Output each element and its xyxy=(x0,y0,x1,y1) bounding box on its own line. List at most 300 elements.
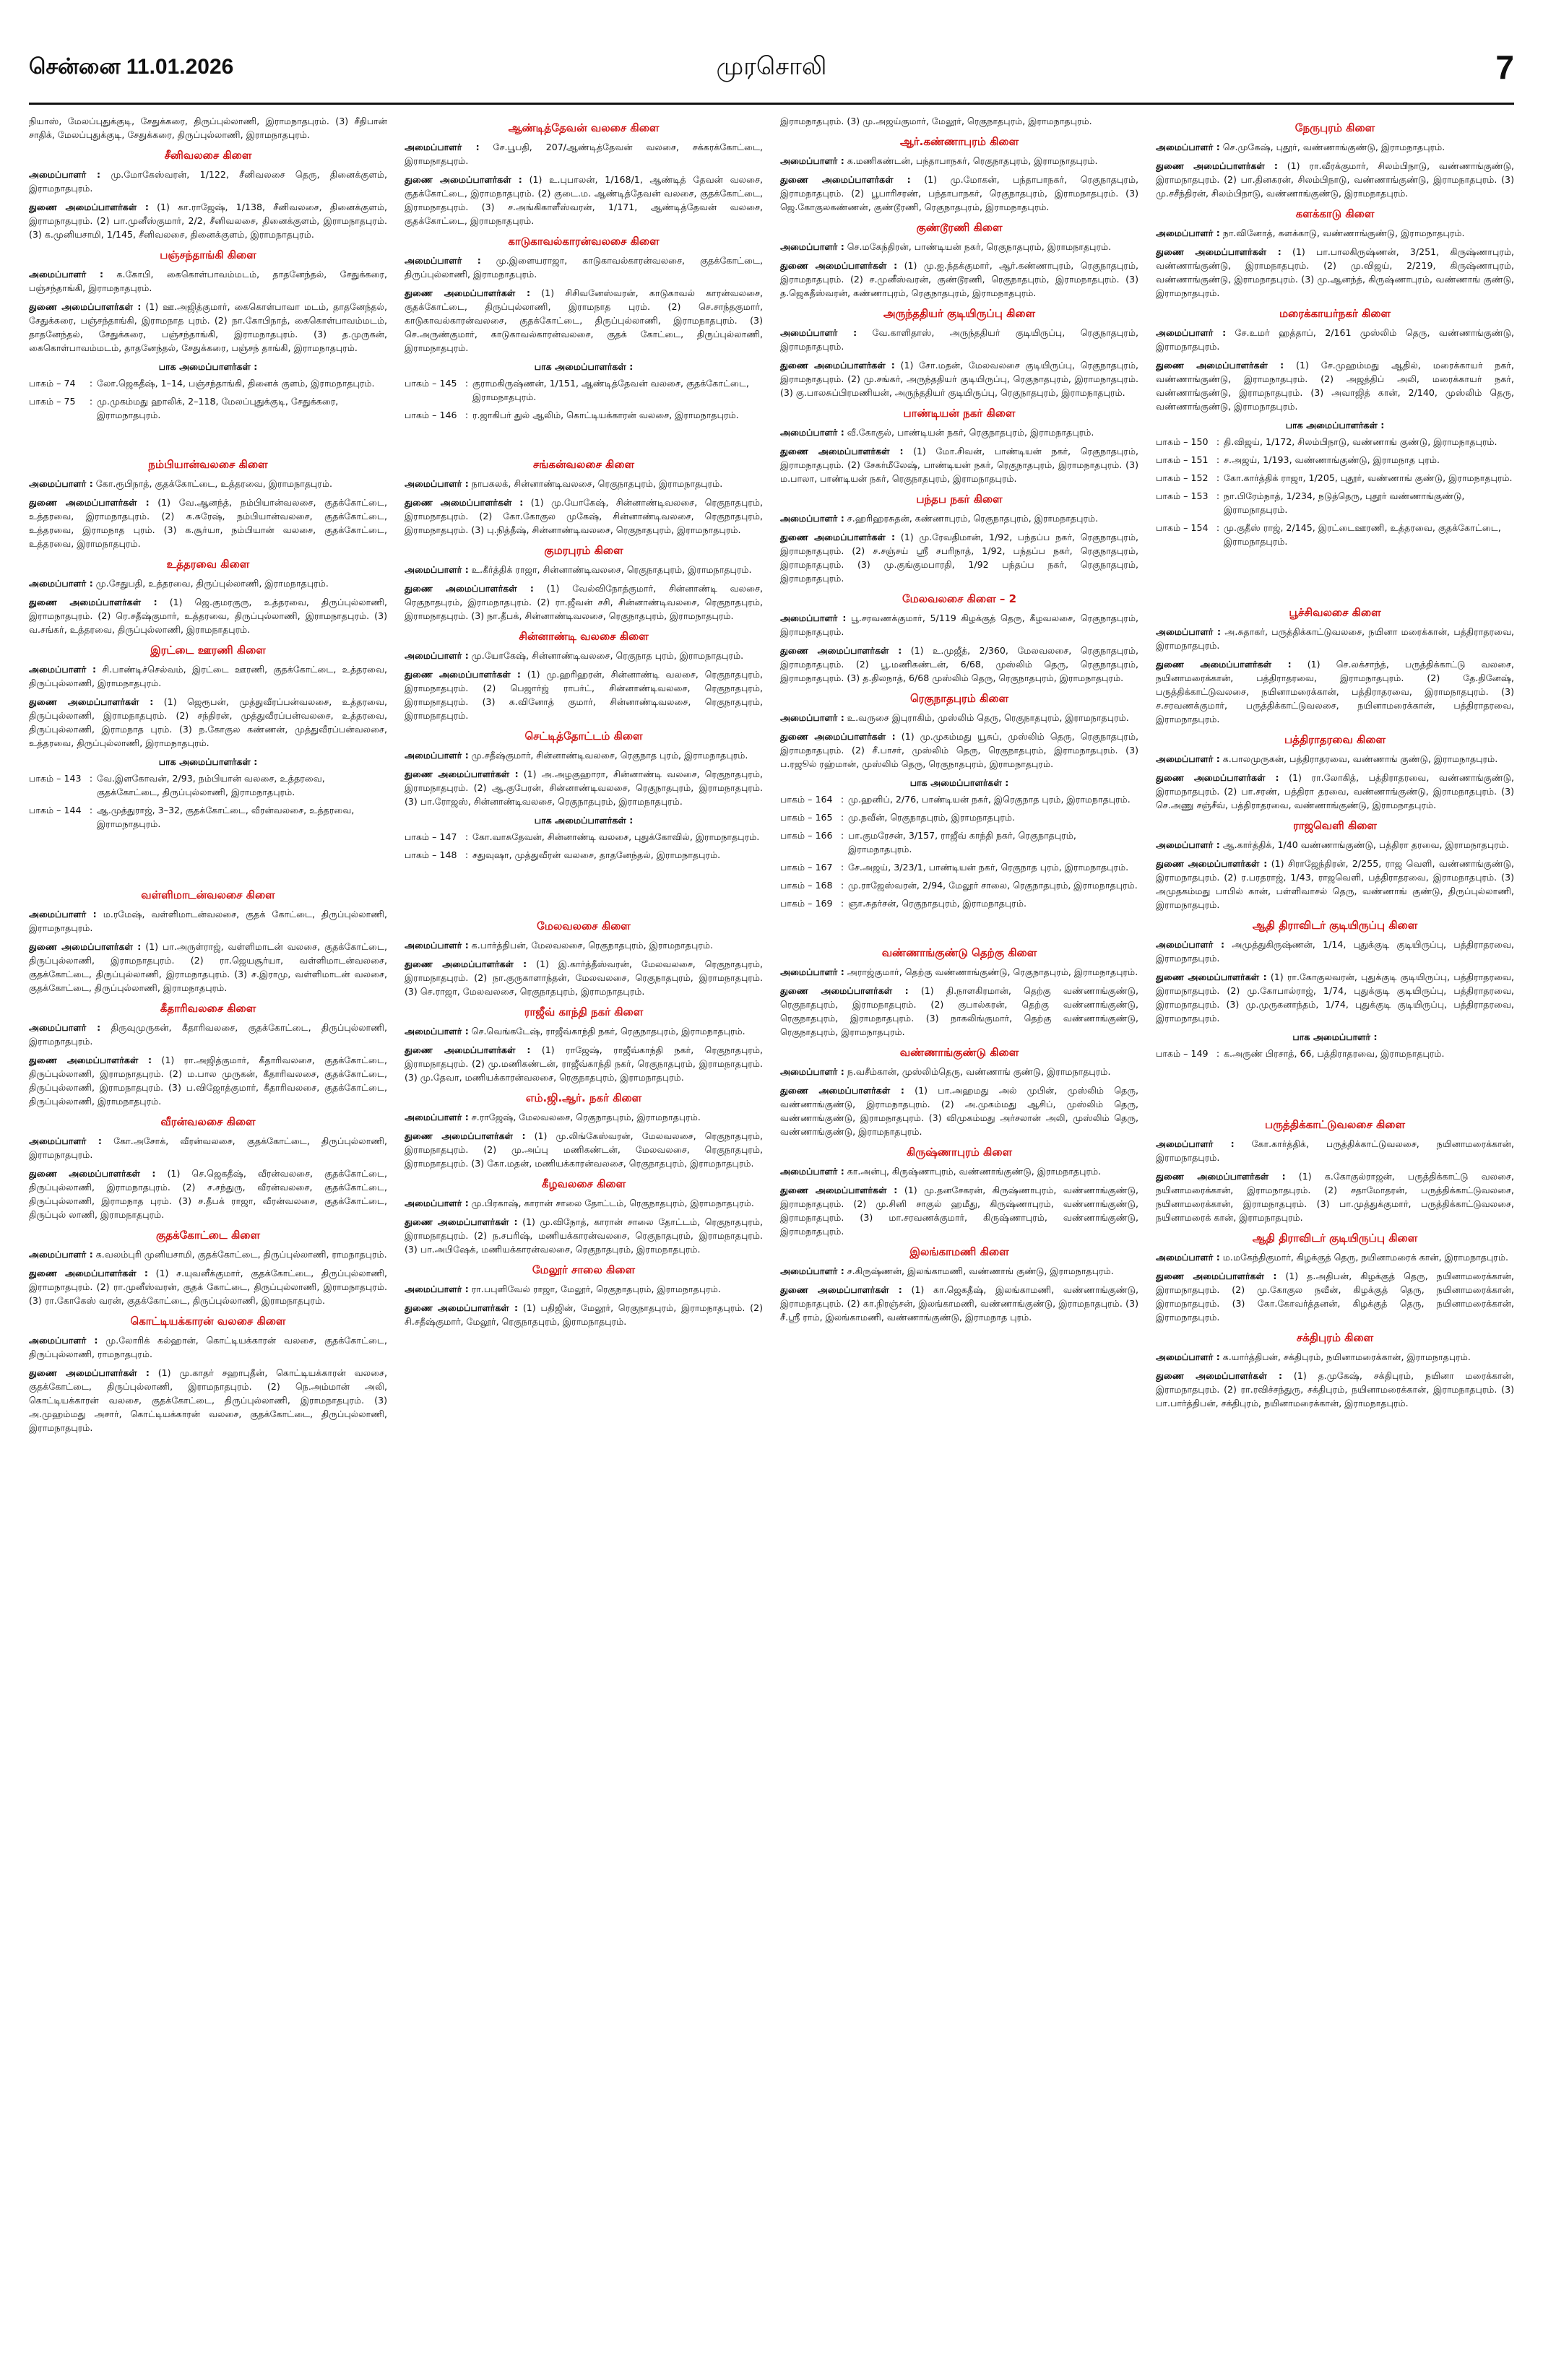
column-1 xyxy=(29,114,387,2360)
entry-paragraph xyxy=(29,168,387,195)
entry-label: துணை அமைப்பாளர்கள் : xyxy=(780,645,902,656)
booth-separator: : xyxy=(840,880,844,891)
booth-separator: : xyxy=(1216,490,1220,501)
entry-paragraph xyxy=(780,240,1138,254)
booth-number: பாகம் – 168 xyxy=(780,880,833,891)
section-subheading: பாக அமைப்பாளர்கள் : xyxy=(534,361,634,372)
masthead-date: சென்னை 11.01.2026 xyxy=(29,55,234,79)
branch-heading: பந்தப நகர் கிளை xyxy=(916,493,1003,506)
entry-paragraph xyxy=(1156,326,1514,353)
entry-paragraph xyxy=(405,748,763,762)
entry-paragraph xyxy=(405,957,763,998)
entry-paragraph xyxy=(405,938,763,952)
entry-text: நா.வினோத், களக்காடு, வண்ணாங்குண்டு, இராமநாதபுரம். xyxy=(1219,228,1465,238)
booth-member: லோ.ஜெகதீஷ், 1–14, பஞ்சந்தாங்கி, தினைக் குளம், இராமநாதபுரம். xyxy=(97,378,375,389)
entry-text: (1) பா.அஹமது அல் முபின், முஸ்லிம் தெரு, வண்ணாங்குண்டு, இராமநாதபுரம். (2) அ.முகம்மது ஆசிப், முஸ்லிம் தெரு, வண்ணாங்குண்டு, இராமநாதபுரம். (3) விமுகம்மது அர்சலான் அலி, முஸ்லிம் தெரு, வண்ணாங்குண்டு, இராமநாதபுரம். xyxy=(780,1085,1138,1137)
entry-paragraph xyxy=(405,477,763,490)
column-4 xyxy=(1156,114,1514,2360)
branch-heading: ஆண்டித்தேவன் வலசை கிளை xyxy=(508,121,660,134)
section-subheading: பாக அமைப்பாளர் : xyxy=(1292,1031,1378,1042)
entry-text: வீ.கோகுல், பாண்டியன் நகர், ரெகுநாதபுரம், இராமநாதபுரம். xyxy=(844,427,1094,438)
booth-number: பாகம் – 147 xyxy=(405,831,457,842)
entry-paragraph xyxy=(29,1247,387,1261)
branch-heading: உத்தரவை கிளை xyxy=(166,558,250,571)
booth-row xyxy=(1156,1047,1514,1060)
booth-separator: : xyxy=(464,378,469,389)
entry-text: மு.யோகேஷ், சின்னாண்டிவலசை, ரெகுநாத புரம், இராமநாதபுரம். xyxy=(468,650,744,661)
branch-heading: குண்டூரணி கிளை xyxy=(916,221,1003,234)
entry-label: அமைப்பாளர் : xyxy=(405,650,469,661)
entry-text: ச.ராஜேஷ், மேலவலசை, ரெகுநாதபுரம், இராமநாதபுரம். xyxy=(468,1112,701,1122)
entry-label: அமைப்பாளர் : xyxy=(1156,753,1220,764)
booth-row xyxy=(780,860,1138,874)
booth-number: பாகம் – 74 xyxy=(29,378,76,389)
entry-paragraph xyxy=(780,711,1138,724)
booth-number: பாகம் – 143 xyxy=(29,773,82,784)
booth-row xyxy=(1156,489,1514,516)
booth-member: சதுவுஷா, முத்துவீரன் வலசை, தாதனேந்தல், இராமநாதபுரம். xyxy=(472,849,721,860)
entry-paragraph xyxy=(29,695,387,750)
entry-paragraph xyxy=(1156,1269,1514,1324)
entry-label: துணை அமைப்பாளர்கள் : xyxy=(1156,246,1281,257)
entry-paragraph xyxy=(780,444,1138,485)
booth-number: பாகம் – 167 xyxy=(780,862,833,873)
spacer xyxy=(1156,1065,1514,1111)
branch-heading: குமரபுரம் கிளை xyxy=(544,544,623,557)
entry-paragraph xyxy=(780,1164,1138,1178)
entry-label: அமைப்பாளர் : xyxy=(405,564,469,575)
entry-label: துணை அமைப்பாளர்கள் : xyxy=(405,669,521,680)
entry-text: அ.சுதாகர், பருத்திக்காட்டுவலசை, நயினா மரைக்கான், பத்திராதரவை, இராமநாதபுரம். xyxy=(1156,626,1514,651)
booth-separator: : xyxy=(840,794,844,805)
entry-paragraph xyxy=(780,326,1138,353)
booth-separator: : xyxy=(1216,522,1220,533)
entry-paragraph xyxy=(1156,226,1514,240)
branch-heading: ஆதி திராவிடர் குடியிருப்பு கிளை xyxy=(1252,919,1418,932)
entry-text: செ.வெங்கடேஷ், ராஜீவ்காந்தி நகர், ரெகுநாதபுரம், இராமநாதபுரம். xyxy=(468,1026,745,1037)
booth-separator: : xyxy=(840,862,844,873)
entry-label: அமைப்பாளர் : xyxy=(780,427,844,438)
entry-paragraph xyxy=(1156,838,1514,852)
entry-label: துணை அமைப்பாளர்கள் : xyxy=(29,1055,152,1065)
entry-text: (1) மு.யோகேஷ், சின்னாண்டிவலசை, ரெகுநாதபுரம், இராமநாதபுரம். (2) கோ.கோகுல முகேஷ், சின்னாண்டிவலசை, ரெகுநாதபுரம், இராமநாதபுரம். (3) பு.நித்தீஷ், சின்னாண்டிவலசை, ரெகுநாதபுரம், இராமநாதபுரம். xyxy=(405,497,763,535)
entry-paragraph xyxy=(405,1282,763,1296)
entry-text: (1) த.முகேஷ், சக்திபுரம், நயினா மரைக்கான், இராமநாதபுரம். (2) ரா.ரவிச்சந்துரு, சக்திபுரம், நயினாமரைக்கான், இராமநாதபுரம். (3) பா.பார்த்திபன், சக்திபுரம், நயினாமரைக்கான், இராமநாதபுரம். xyxy=(1156,1370,1514,1408)
booth-number: பாகம் – 148 xyxy=(405,849,457,860)
column-3 xyxy=(780,114,1138,2360)
branch-heading: எம்.ஜி.ஆர். நகர் கிளை xyxy=(525,1091,642,1104)
entry-label: துணை அமைப்பாளர்கள் : xyxy=(1156,659,1292,670)
entry-text: (1) மு.ஐ.ந்தக்குமார், ஆர்.கண்ணாபுரம், ரெகுநாதபுரம், இராமநாதபுரம். (2) ச.முனீஸ்வரன், குண்டூரணி, ரெகுநாதபுரம், இராமநாதபுரம். (3) த.ஜெகதீஸ்வரன், கண்ணாபுரம், ரெகுநாதபுரம், இராமநாதபுரம். xyxy=(780,260,1138,298)
entry-paragraph xyxy=(29,200,387,241)
entry-paragraph xyxy=(780,530,1138,585)
entry-label: துணை அமைப்பாளர்கள் : xyxy=(1156,1271,1277,1281)
masthead xyxy=(29,48,1514,97)
booth-number: பாகம் – 145 xyxy=(405,378,457,389)
branch-heading: பாண்டியன் நகர் கிளை xyxy=(903,407,1016,420)
section-subheading: பாக அமைப்பாளர்கள் : xyxy=(158,361,258,372)
booth-row xyxy=(780,792,1138,806)
entry-paragraph xyxy=(29,1366,387,1435)
entry-text: மு.இளையராஜா, காடுகாவல்காரன்வலசை, குதக்கோட்டை, திருப்புல்லாணி, இராமநாதபுரம். xyxy=(405,255,763,280)
entry-text: அமுத்துகிருஷ்ணன், 1/14, புதுக்குடி குடியிருப்பு, பத்திராதரவை, இராமநாதபுரம். xyxy=(1156,939,1514,964)
entry-paragraph xyxy=(29,576,387,590)
entry-paragraph xyxy=(29,1134,387,1161)
entry-text: ம.ரமேஷ், வள்ளிமாடன்வலசை, குதக் கோட்டை, திருப்புல்லாணி, இராமநாதபுரம். xyxy=(29,909,387,933)
branch-heading: ரெகுநாதபுரம் கிளை xyxy=(909,692,1009,705)
entry-text: ரா.பபுளிவேல் ராஜா, மேலூர், ரெகுநாதபுரம், இராமநாதபுரம். xyxy=(468,1284,721,1294)
entry-text: (1) மு.ஹரிஹரன், சின்னாண்டி வலசை, ரெகுநாதபுரம், இராமநாதபுரம். (2) பெஜார்ஜ் ராபர்ட், சின்னாண்டிவலசை, ரெகுநாதபுரம், இராமநாதபுரம். (3) க.வினோத் குமார், சின்னாண்டிவலசை, ரெகுநாதபுரம், இராமநாதபுரம். xyxy=(405,669,763,721)
entry-label: அமைப்பாளர் : xyxy=(405,750,469,761)
entry-paragraph xyxy=(1156,140,1514,154)
entry-text: (1) த.அதிபன், கிழக்குத் தெரு, நயினாமரைக்கான், இராமநாதபுரம். (2) மு.கோகுல நவீன், கிழக்குத் தெரு, நயினாமரைக்கான், இராமநாதபுரம். (3) கோ.கோவர்த்தனன், கிழக்குத் தெரு, நயினாமரைக்கான், இராமநாதபுரம். xyxy=(1156,1271,1514,1323)
branch-heading: மரைக்காயர்நகர் கிளை xyxy=(1279,307,1391,320)
entry-paragraph xyxy=(780,511,1138,525)
booth-row xyxy=(780,878,1138,892)
entry-text: உ.வருசை இபுராகிம், முஸ்லிம் தெரு, ரெகுநாதபுரம், இராமநாதபுரம். xyxy=(844,712,1129,723)
entry-paragraph xyxy=(405,140,763,168)
entry-paragraph xyxy=(1156,752,1514,766)
entry-paragraph xyxy=(1156,358,1514,413)
entry-paragraph xyxy=(405,1129,763,1170)
entry-label: அமைப்பாளர் : xyxy=(405,940,469,951)
entry-label: அமைப்பாளர் : xyxy=(780,966,844,977)
entry-text: (1) ரா.வீரக்குமார், சிலம்பிநாடு, வண்ணாங்குண்டு, இராமநாதபுரம். (2) பா.தினகரன், சிலம்பிநாடு, வண்ணாங்குண்டு, இராமநாதபுரம். (3) மு.சசீந்திரன், சிலம்பிநாடு, வண்ணாங்குண்டு, இராமநாதபுரம். xyxy=(1156,160,1514,199)
entry-text: அராஜ்குமார், தெற்கு வண்ணாங்குண்டு, ரெகுநாதபுரம், இராமநாதபுரம். xyxy=(844,966,1138,977)
entry-text: ச.கிருஷ்ணன், இலங்காமணி, வண்ணாங் குண்டு, இராமநாதபுரம். xyxy=(844,1265,1114,1276)
booth-member: கோ.வாசுதேவன், சின்னாண்டி வலசை, புதுக்கோவில், இராமநாதபுரம். xyxy=(472,831,760,842)
branch-heading: ராஜவெளி கிளை xyxy=(1293,819,1377,832)
booth-member: க.அருண் பிரசாத், 66, பத்திராதரவை, இராமநாதபுரம். xyxy=(1224,1048,1445,1059)
entry-paragraph xyxy=(1156,1250,1514,1264)
entry-text: க.மணிகண்டன், பந்தாபாநகர், ரெகுநாதபுரம், இராமநாதபுரம். xyxy=(844,155,1098,166)
booth-row xyxy=(405,830,763,844)
entry-paragraph xyxy=(780,358,1138,399)
booth-number: பாகம் – 164 xyxy=(780,794,833,805)
entry-label: அமைப்பாளர் : xyxy=(29,1022,101,1033)
entry-label: துணை அமைப்பாளர்கள் : xyxy=(29,597,157,607)
entry-text: (1) மு.லிங்கேஸ்வரன், மேலவலசை, ரெகுநாதபுரம், இராமநாதபுரம். (2) மு.அப்பு மணிகண்டன், மேலவலசை, ரெகுநாதபுரம், இராமநாதபுரம். (3) கோ.மதன், மணியக்காரன்வலசை, ரெகுநாதபுரம், இராமநாதபுரம். xyxy=(405,1130,763,1169)
entry-text: வே.காளிதாஸ், அருந்ததியர் குடியிருப்பு, ரெகுநாதபுரம், இராமநாதபுரம். xyxy=(780,327,1138,352)
spacer xyxy=(1156,553,1514,599)
entry-label: அமைப்பாளர் : xyxy=(29,169,101,180)
entry-text: நாபகலக், சின்னாண்டிவலசை, ரெகுநாதபுரம், இராமநாதபுரம். xyxy=(468,478,723,489)
entry-paragraph xyxy=(405,1196,763,1210)
columns xyxy=(29,114,1514,2360)
entry-label: அமைப்பாளர் : xyxy=(780,241,844,252)
booth-row xyxy=(405,408,763,422)
entry-text: (1) கா.ராஜேஷ், 1/138, சீனிவலசை, தினைக்குளம், இராமநாதபுரம். (2) பா.முனீஸ்குமார், 2/2, சீனிவலசை, தினைக்குளம், இராமநாதபுரம். (3) க.முனியசாமி, 1/145, சீனிவலசை, தினைக்குளம், இராமநாதபுரம். xyxy=(29,202,387,240)
branch-heading: நேருபுரம் கிளை xyxy=(1295,121,1375,134)
entry-paragraph xyxy=(29,1053,387,1108)
entry-paragraph xyxy=(780,644,1138,685)
booth-separator: : xyxy=(89,805,93,815)
entry-paragraph xyxy=(780,1283,1138,1324)
entry-text: (1) உ.புபாலன், 1/168/1, ஆண்டித் தேவன் வலசை, குதக்கோட்டை, இராமநாதபுரம். (2) குடை.ம. ஆண்டித்தேவன் வலசை, குதக்கோட்டை, இராமநாதபுரம். (3) ச.அங்கிகாளீஸ்வரன், 1/171, ஆண்டித்தேவன் வலசை, குதக்கோட்டை, இராமநாதபுரம். xyxy=(405,174,763,226)
paragraph: நியாஸ், மேலப்புதுக்குடி, சேதுக்கரை, திருப்புல்லாணி, இராமநாதபுரம். (3) சீதிபான் சாதிக், மேலப்புதுக்குடி, சேதுக்கரை, திருப்புல்லாணி, இராமநாதபுரம். xyxy=(29,116,387,140)
booth-member: சே.அஜய், 3/23/1, பாண்டியன் நகர், ரெகுநாத புரம், இராமநாதபுரம். xyxy=(848,862,1129,873)
entry-text: (1) வேல்விநோத்குமார், சின்னாண்டி வலசை, ரெகுநாதபுரம், இராமநாதபுரம். (2) ரா.ஜீவன் சசி, சின்னாண்டிவலசை, ரெகுநாதபுரம், இராமநாதபுரம். (3) நா.தீபக், சின்னாண்டிவலசை, ரெகுநாதபுரம், இராமநாதபுரம். xyxy=(405,583,763,621)
entry-label: அமைப்பாளர் : xyxy=(405,1112,469,1122)
entry-text: (1) மு.முகம்மது யூசுப், முஸ்லிம் தெரு, ரெகுநாதபுரம், இராமநாதபுரம். (2) சீ.பாசர், முஸ்லிம் தெரு, ரெகுநாதபுரம், இராமநாதபுரம். (3) ப.ரஜூல் ரஹ்மான், முஸ்லிம் தெரு, ரெகுநாதபுரம், இராமநாதபுரம். xyxy=(780,731,1138,769)
entry-label: அமைப்பாளர் : xyxy=(29,578,93,589)
entry-paragraph xyxy=(1156,1169,1514,1224)
entry-paragraph xyxy=(1156,1369,1514,1410)
section-subheading: பாக அமைப்பாளர்கள் : xyxy=(534,815,634,826)
entry-text: (1) பா.பாலகிருஷ்ணன், 3/251, கிருஷ்ணாபுரம், வண்ணாங்குண்டு, இராமநாதபுரம். (2) மு.விஜய், 2/219, கிருஷ்ணாபுரம், வண்ணாங்குண்டு, இராமநாதபுரம். (3) மு.ஆனந்த், கிருஷ்ணாபுரம், வண்ணாங் குண்டு, இராமநாதபுரம். xyxy=(1156,246,1514,298)
spacer xyxy=(405,866,763,912)
entry-label: துணை அமைப்பாளர்கள் : xyxy=(29,696,154,707)
entry-paragraph xyxy=(1156,857,1514,912)
entry-paragraph xyxy=(405,581,763,623)
entry-label: துணை அமைப்பாளர்கள் : xyxy=(29,941,142,952)
section-subheading: பாக அமைப்பாளர்கள் : xyxy=(909,777,1009,788)
entry-label: அமைப்பாளர் : xyxy=(1156,1138,1235,1149)
entry-label: துணை அமைப்பாளர்கள் : xyxy=(29,202,149,212)
entry-text: (1) ரா.லோகித், பத்திராதரவை, வண்ணாங்குண்டு, இராமநாதபுரம். (2) பா.சரண், பத்திரா தரவை, வண்ணாங்குண்டு, இராமநாதபுரம். (3) செ.அணு சஞ்சீவ், பத்திராதரவை, வண்ணாங்குண்டு, இராமநாதபுரம். xyxy=(1156,772,1514,810)
entry-paragraph xyxy=(1156,1137,1514,1164)
entry-paragraph xyxy=(29,300,387,355)
branch-heading: களக்காடு கிளை xyxy=(1295,207,1375,220)
entry-text: (1) ரா.அஜித்குமார், கீதாரிவலசை, குதக்கோட்டை, திருப்புல்லாணி, இராமநாதபுரம். (2) ம.பால முருகன், கீதாரிவலசை, குதக்கோட்டை, திருப்புல்லாணி, இராமநாதபுரம். (3) ப.விஜோத்குமார், கீதாரிவலசை, குதக்கோட்டை, திருப்புல்லாணி, இராமநாதபுரம். xyxy=(29,1055,387,1107)
branch-heading: பத்திராதரவை கிளை xyxy=(1284,733,1386,746)
branch-heading: ராஜீவ் காந்தி நகர் கிளை xyxy=(524,1005,644,1018)
entry-paragraph xyxy=(780,611,1138,639)
column-2 xyxy=(405,114,763,2360)
entry-label: துணை அமைப்பாளர்கள் : xyxy=(1156,1370,1283,1381)
booth-row xyxy=(1156,453,1514,467)
booth-separator: : xyxy=(464,849,469,860)
entry-text: (1) மு.காதர் சஹாபுதீன், கொட்டியக்காரன் வலசை, குதக்கோட்டை, திருப்புல்லாணி, இராமநாதபுரம். (2) நெ.அம்மான் அலி, கொட்டியக்காரன் வலசை, குதக்கோட்டை, திருப்புல்லாணி, இராமநாதபுரம். (3) அ.முஹம்மது அசார், கொட்டியக்காரன் வலசை, குதக்கோட்டை, திருப்புல்லாணி, இராமநாதபுரம். xyxy=(29,1367,387,1433)
booth-row xyxy=(780,896,1138,910)
entry-paragraph xyxy=(1156,938,1514,965)
booth-separator: : xyxy=(464,831,469,842)
entry-paragraph xyxy=(405,1301,763,1328)
entry-text: (1) சிராஜேந்திரன், 2/255, ராஜ வெளி, வண்ணாங்குண்டு, இராமநாதபுரம். (2) ர.பரதராஜ், 1/43, ராஜவெளி, பத்திராதரவை, இராமநாதபுரம். (3) அமுதகம்மது பாபில் கான், பள்ளிவாசல் தெரு, வண்ணாங் குண்டு, திருப்புல்லாணி, இராமநாதபுரம். xyxy=(1156,858,1514,910)
entry-paragraph xyxy=(405,496,763,537)
entry-label: அமைப்பாளர் : xyxy=(780,1265,844,1276)
entry-text: (1) சிசிவனேஸ்வரன், காடுகாவல் காரன்வலசை, குதக்கோட்டை, திருப்புல்லாணி, இராமநாத புரம். (2) செ.சாந்தகுமார், காடுகாவல்காரன்வலசை, குதக்கோட்டை, திருப்புல்லாணி, இராமநாதபுரம். (3) செ.அருண்குமார், காடுகாவல்காரன்வலசை, குதக் கோட்டை, திருப்புல்லாணி, இராமநாதபுரம். xyxy=(405,287,763,353)
booth-number: பாகம் – 146 xyxy=(405,410,457,420)
booth-member: மு.குதீஸ் ராஜ், 2/145, இரட்டைஊரணி, உத்தரவை, குதக்கோட்டை, இராமநாதபுரம். xyxy=(1224,522,1501,547)
entry-paragraph xyxy=(780,154,1138,168)
booth-number: பாகம் – 153 xyxy=(1156,490,1209,501)
entry-text: சே.பூபதி, 207/ஆண்டித்தேவன் வலசை, சக்கரக்கோட்டை, இராமநாதபுரம். xyxy=(405,142,763,166)
entry-paragraph xyxy=(1156,657,1514,726)
entry-label: துணை அமைப்பாளர்கள் : xyxy=(405,583,534,594)
entry-label: அமைப்பாளர் : xyxy=(780,1166,844,1177)
entry-paragraph xyxy=(29,907,387,935)
booth-number: பாகம் – 150 xyxy=(1156,436,1209,447)
booth-row xyxy=(29,803,387,831)
entry-label: அமைப்பாளர் : xyxy=(780,712,844,723)
entry-paragraph xyxy=(1156,970,1514,1025)
entry-label: துணை அமைப்பாளர்கள் : xyxy=(780,1185,898,1195)
entry-label: துணை அமைப்பாளர்கள் : xyxy=(405,769,519,779)
entry-text: (1) சோ.மதன், மேலவலசை குடியிருப்பு, ரெகுநாதபுரம், இராமநாதபுரம். (2) மு.சங்கர், அருந்ததியர் குடியிருப்பு, ரெகுநாதபுரம், இராமநாதபுரம். (3) கு.பாலசுப்பிரமணியன், அருந்ததியர் குடியிருப்பு, ரெகுநாதபுரம், இராமநாதபுரம். xyxy=(780,360,1138,398)
booth-separator: : xyxy=(89,396,93,407)
entry-label: துணை அமைப்பாளர்கள் : xyxy=(780,1085,904,1096)
booth-separator: : xyxy=(840,812,844,823)
entry-text: (1) இ.கார்த்தீஸ்வரன், மேலவலசை, ரெகுநாதபுரம், இராமநாதபுரம். (2) நா.குருகாளாந்தன், மேலவலசை, ரெகுநாதபுரம், இராமநாதபுரம். (3) செ.ராஜா, மேலவலசை, ரெகுநாதபுரம், இராமநாதபுரம். xyxy=(405,959,763,997)
entry-text: ச.ஹரிஹரசுதன், கண்ணாபுரம், ரெகுநாதபுரம், இராமநாதபுரம். xyxy=(844,513,1099,524)
entry-paragraph xyxy=(405,1024,763,1038)
entry-paragraph xyxy=(29,1021,387,1048)
branch-heading: வண்ணாங்குண்டு தெற்கு கிளை xyxy=(881,946,1037,959)
entry-label: துணை அமைப்பாளர்கள் : xyxy=(405,174,522,185)
entry-paragraph xyxy=(29,1167,387,1221)
booth-row xyxy=(780,828,1138,856)
entry-text: க.பாலமுருகன், பத்திராதரவை, வண்ணாங் குண்டு, இராமநாதபுரம். xyxy=(1219,753,1498,764)
branch-heading: இரட்டை ஊரணி கிளை xyxy=(150,644,266,657)
entry-paragraph xyxy=(1156,159,1514,200)
entry-text: (1) கா.ஜெகதீஷ், இலங்காமணி, வண்ணாங்குண்டு, இராமநாதபுரம். (2) கா.நிரஞ்சன், இலங்காமணி, வண்ணாங்குண்டு, இராமநாதபுரம். (3) சீ.ஸ்ரீ ராம், இலங்காமணி, வண்ணாங்குண்டு, இராமநாத புரம். xyxy=(780,1284,1138,1323)
entry-label: அமைப்பாளர் : xyxy=(780,155,844,166)
entry-label: துணை அமைப்பாளர்கள் : xyxy=(1156,1171,1286,1182)
branch-heading: சங்கன்வலசை கிளை xyxy=(532,458,635,471)
booth-row xyxy=(405,848,763,862)
entry-text: மு.மோகேஸ்வரன், 1/122, சீனிவலசை தெரு, தினைக்குளம், இராமநாதபுரம். xyxy=(29,169,387,194)
branch-heading: காடுகாவல்காரன்வலசை கிளை xyxy=(508,235,660,248)
entry-text: செ.முகேஷ், புதூர், வண்ணாங்குண்டு, இராமநாதபுரம். xyxy=(1219,142,1445,152)
branch-heading: பூச்சிவலசை கிளை xyxy=(1289,606,1381,619)
entry-paragraph xyxy=(405,254,763,281)
entry-text: (1) மு.ரேவதிமான், 1/92, பந்தப்ப நகர், ரெகுநாதபுரம், இராமநாதபுரம். (2) ச.சஞ்சய் ஸ்ரீ சபரிநாத், 1/92, பந்தப்ப நகர், ரெகுநாதபுரம், இராமநாதபுரம். (3) மு.குங்குமபாரதி, 1/92 பந்தப்ப நகர், ரெகுநாதபுரம், இராமநாதபுரம். xyxy=(780,532,1138,584)
entry-paragraph xyxy=(780,730,1138,771)
entry-label: துணை அமைப்பாளர்கள் : xyxy=(780,446,904,456)
booth-separator: : xyxy=(1216,1048,1220,1059)
entry-text: மு.லோரிக் கல்ஹான், கொட்டியக்காரன் வலசை, குதக்கோட்டை, திருப்புல்லாணி, ராமநாதபுரம். xyxy=(29,1335,387,1359)
entry-label: அமைப்பாளர் : xyxy=(29,664,97,675)
entry-label: அமைப்பாளர் : xyxy=(405,1026,469,1037)
branch-heading: பஞ்சந்தாங்கி கிளை xyxy=(160,248,256,261)
entry-text: (1) ரா.கோகுலவரன், புதுக்குடி குடியிருப்பு, பத்திராதரவை, இராமநாதபுரம். (2) மு.கோபால்ராஜ், 1/74, புதுக்குடி குடியிருப்பு, பத்திராதரவை, இராமநாதபுரம். (3) மு.முருகனாந்தம், 1/74, புதுக்குடி குடியிருப்பு, பத்திராதரவை, இராமநாதபுரம். xyxy=(1156,972,1514,1024)
entry-label: துணை அமைப்பாளர்கள் : xyxy=(780,1284,902,1295)
entry-text: (1) மு.மோகன், பந்தாபாநகர், ரெகுநாதபுரம், இராமநாதபுரம். (2) பூபாரிசரண், பந்தாபாநகர், ரெகுநாதபுரம், இராமநாதபுரம். (3) ஜெ.கோகுலகண்ணன், குண்டூரணி, ரெகுநாதபுரம், இராமநாதபுரம். xyxy=(780,174,1138,212)
entry-label: அமைப்பாளர் : xyxy=(1156,1351,1220,1362)
entry-label: துணை அமைப்பாளர்கள் : xyxy=(1156,772,1279,783)
entry-text: (1) ஜெரூபன், முத்துவீரப்பன்வலசை, உத்தரவை, திருப்புல்லாணி, இராமநாதபுரம். (2) சந்திரன், முத்துவீரப்பன்வலசை, உத்தரவை, திருப்புல்லாணி, இராமநாத புரம். (3) ந.கோகுல கண்ணன், முத்துவீரப்பன்வலசை, உத்தரவை, திருப்புல்லாணி, இராமநாதபுரம். xyxy=(29,696,387,748)
entry-label: துணை அமைப்பாளர்கள் : xyxy=(405,287,530,298)
entry-paragraph xyxy=(780,1065,1138,1078)
entry-label: அமைப்பாளர் : xyxy=(1156,1252,1220,1263)
booth-member: பா.குமரேசன், 3/157, ராஜீவ் காந்தி நகர், ரெகுநாதபுரம், இராமநாதபுரம். xyxy=(848,830,1076,854)
entry-label: துணை அமைப்பாளர்கள் : xyxy=(405,1044,531,1055)
booth-row xyxy=(29,394,387,422)
entry-text: மு.சதீஷ்குமார், சின்னாண்டிவலசை, ரெகுநாத புரம், இராமநாதபுரம். xyxy=(468,750,748,761)
entry-label: அமைப்பாளர் : xyxy=(29,1335,98,1346)
entry-paragraph xyxy=(29,267,387,295)
booth-row xyxy=(1156,471,1514,485)
spacer xyxy=(405,426,763,451)
branch-heading: சீனிவலசை கிளை xyxy=(164,149,252,162)
entry-label: அமைப்பாளர் : xyxy=(780,1066,844,1077)
entry-label: அமைப்பாளர் : xyxy=(405,1198,469,1208)
entry-label: அமைப்பாளர் : xyxy=(29,1249,93,1260)
entry-label: அமைப்பாளர் : xyxy=(1156,228,1220,238)
entry-text: (1) மோ.சிவன், பாண்டியன் நகர், ரெகுநாதபுரம், இராமநாதபுரம். (2) சேகர்மீலேஷ், பாண்டியன் நகர், ரெகுநாதபுரம், இராமநாதபுரம். (3) ம.பாலா, பாண்டியன் நகர், ரெகுநாதபுரம், இராமநாதபுரம். xyxy=(780,446,1138,484)
entry-label: அமைப்பாளர் : xyxy=(29,1135,102,1146)
entry-text: ந.வசீம்கான், முஸ்லிம்தெரு, வண்ணாங் குண்டு, இராமநாதபுரம். xyxy=(844,1066,1111,1077)
booth-number: பாகம் – 75 xyxy=(29,396,76,407)
entry-text: ஆ.கார்த்திக், 1/40 வண்ணாங்குண்டு, பத்திரா தரவை, இராமநாதபுரம். xyxy=(1219,839,1509,850)
booth-member: ஆ.முத்துராஜ், 3–32, குதக்கோட்டை, வீரன்வலசை, உத்தரவை, இராமநாதபுரம். xyxy=(97,805,355,829)
entry-label: துணை அமைப்பாளர்கள் : xyxy=(780,532,895,542)
entry-paragraph xyxy=(405,667,763,722)
booth-row xyxy=(1156,435,1514,449)
booth-row xyxy=(1156,521,1514,548)
entry-paragraph xyxy=(1156,771,1514,812)
entry-text: (1) மு.விநோத், காரான் சாலை தோட்டம், ரெகுநாதபுரம், இராமநாதபுரம். (2) ந.சபரிஷ், மணியக்காரன்வலசை, ரெகுநாதபுரம், இராமநாதபுரம். (3) பா.அபிஷேக், மணியக்காரன்வலசை, ரெகுநாதபுரம், இராமநாதபுரம். xyxy=(405,1216,763,1255)
entry-label: துணை அமைப்பாளர்கள் : xyxy=(405,1130,526,1141)
booth-separator: : xyxy=(840,898,844,909)
branch-heading: சின்னாண்டி வலசை கிளை xyxy=(519,630,649,643)
branch-heading: கீதாரிவலசை கிளை xyxy=(160,1002,256,1015)
entry-text: (1) ஊ.அஜித்குமார், கைகொள்பாவா மடம், தாதனேந்தல், சேதுக்கரை, பஞ்சந்தாங்கி, இராமநாத புரம். (2) நா.கோபிநாத், கைகொள்பாவம்மடம், தாதனேந்தல், சேதுக்கரை, பஞ்சந்தாங்கி, இராமநாதபுரம். (3) த.முருகன், கைகொள்பாவம்மடம், தாதனேந்தல், சேதுக்கரை, பஞ்சந் தாங்கி, இராமநாதபுரம். xyxy=(29,301,387,353)
branch-heading: கிருஷ்ணாபுரம் கிளை xyxy=(906,1146,1013,1159)
entry-paragraph xyxy=(405,767,763,808)
branch-heading: மேலவலசை கிளை xyxy=(537,919,631,932)
entry-text: (1) செ.லக்சாந்த், பருத்திக்காட்டு வலசை, நயினாமரைக்கான், பத்திராதரவை, இராமநாதபுரம். (2) தே.தினேஷ், பருத்திக்காட்டுவலசை, நயினாமரைக்கான், பத்திராதரவை, இராமநாதபுரம். (3) ச.சரவணக்குமார், பருத்திக்காட்டுவலசை, நயினாமரைக்கான், பத்திராதரவை, இராமநாதபுரம். xyxy=(1156,659,1514,724)
branch-heading: குதக்கோட்டை கிளை xyxy=(155,1229,260,1242)
booth-member: குராமகிருஷ்ணன், 1/151, ஆண்டித்தேவன் வலசை, குதக்கோட்டை, இராமநாதபுரம். xyxy=(472,378,749,402)
entry-label: துணை அமைப்பாளர்கள் : xyxy=(780,174,911,185)
entry-text: (1) ச.யுவனீக்குமார், குதக்கோட்டை, திருப்புல்லாணி, இராமநாதபுரம். (2) ரா.முனீஸ்வரன், குதக் கோட்டை, திருப்புல்லாணி, இராமநாதபுரம். (3) ரா.கோகேஸ் வரன், குதக்கோட்டை, திருப்புல்லாணி, இராமநாதபுரம். xyxy=(29,1268,387,1306)
entry-paragraph xyxy=(405,286,763,355)
booth-row xyxy=(780,810,1138,824)
entry-label: அமைப்பாளர் : xyxy=(1156,626,1222,637)
entry-paragraph xyxy=(29,940,387,995)
entry-label: அமைப்பாளர் : xyxy=(780,327,857,338)
booth-member: மு.முகம்மது ஹாலிக், 2–118, மேலப்புதுக்குடி, சேதுக்கரை, இராமநாதபுரம். xyxy=(97,396,339,420)
booth-number: பாகம் – 149 xyxy=(1156,1048,1209,1059)
entry-text: உ.கீர்த்திக் ராஜா, சின்னாண்டிவலசை, ரெகுநாதபுரம், இராமநாதபுரம். xyxy=(468,564,752,575)
entry-paragraph xyxy=(780,173,1138,214)
spacer xyxy=(29,835,387,881)
entry-paragraph xyxy=(780,425,1138,439)
booth-separator: : xyxy=(89,773,93,784)
booth-member: மு.ராஜேஸ்வரன், 2/94, மேலூர் சாலை, ரெகுநாதபுரம், இராமநாதபுரம். xyxy=(848,880,1138,891)
entry-paragraph xyxy=(1156,245,1514,300)
masthead-page-number: 7 xyxy=(1495,48,1514,86)
entry-label: அமைப்பாளர் : xyxy=(405,255,481,266)
entry-paragraph xyxy=(29,1266,387,1307)
entry-text: க.கோபி, கைகொள்பாவம்மடம், தாதனேந்தல், சேதுக்கரை, பஞ்சந்தாங்கி, இராமநாதபுரம். xyxy=(29,269,387,293)
entry-paragraph xyxy=(1156,625,1514,652)
branch-heading: நம்பியான்வலசை கிளை xyxy=(148,458,268,471)
entry-label: அமைப்பாளர் : xyxy=(405,1284,469,1294)
entry-text: க.யார்த்திபன், சக்திபுரம், நயினாமரைக்கான், இராமநாதபுரம். xyxy=(1219,1351,1471,1362)
branch-heading: சக்திபுரம் கிளை xyxy=(1296,1331,1374,1344)
entry-label: துணை அமைப்பாளர்கள் : xyxy=(1156,858,1268,869)
masthead-paper-name: முரசொலி xyxy=(716,52,827,81)
booth-separator: : xyxy=(89,378,93,389)
entry-text: (1) தி.நாளகிரமான், தெற்கு வண்ணாங்குண்டு, ரெகுநாதபுரம், இராமநாதபுரம். (2) குபால்கரன், தெற்கு வண்ணாங்குண்டு, ரெகுநாதபுரம், இராமநாதபுரம். (3) நாகலிங்குமார், தெற்கு வண்ணாங்குண்டு, ரெகுநாதபுரம், இராமநாதபுரம். xyxy=(780,985,1138,1037)
entry-paragraph xyxy=(405,649,763,662)
booth-separator: : xyxy=(1216,454,1220,465)
entry-label: துணை அமைப்பாளர்கள் : xyxy=(1156,972,1267,982)
paragraph: இராமநாதபுரம். (3) மு.அஜய்குமார், மேலூர், ரெகுநாதபுரம், இராமநாதபுரம். xyxy=(780,116,1092,126)
entry-label: துணை அமைப்பாளர்கள் : xyxy=(780,731,896,742)
entry-text: சி.பாண்டிச்செல்வம், இரட்டை ஊரணி, குதக்கோட்டை, உத்தரவை, திருப்புல்லாணி, இராமநாதபுரம். xyxy=(29,664,387,688)
entry-label: அமைப்பாளர் : xyxy=(1156,327,1227,338)
entry-label: துணை அமைப்பாளர்கள் : xyxy=(405,497,524,508)
entry-label: அமைப்பாளர் : xyxy=(29,909,97,919)
booth-member: மு.நவீன், ரெகுநாதபுரம், இராமநாதபுரம். xyxy=(848,812,1015,823)
entry-paragraph xyxy=(405,173,763,228)
entry-text: (1) க.கோகுல்ராஜன், பருத்திக்காட்டு வலசை, நயினாமரைக்கான், இராமநாதபுரம். (2) சதாமோதரன், பருத்திக்காட்டுவலசை, நயினாமரைக்கான், இராமநாதபுரம். (3) பா.முத்துக்குமார், பருத்திக்காட்டுவலசை, நயினாமரைக் கான், இராமநாதபுரம். xyxy=(1156,1171,1514,1223)
entry-paragraph xyxy=(780,1264,1138,1278)
